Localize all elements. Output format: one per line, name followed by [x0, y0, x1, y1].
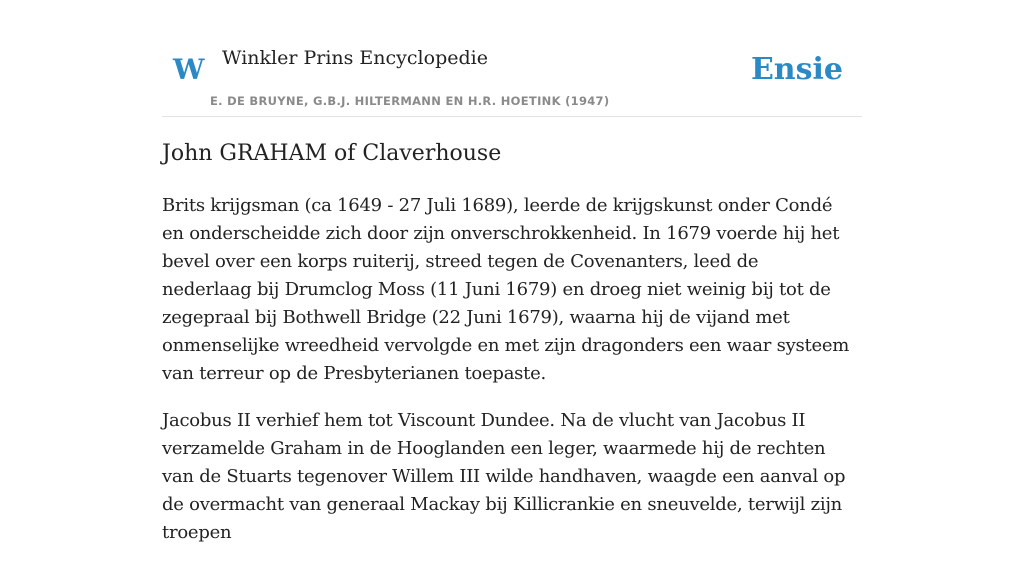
- article-title: John GRAHAM of Claverhouse: [162, 141, 502, 166]
- article-paragraph-1: Brits krijgsman (ca 1649 - 27 Juli 1689), leerde de krijgskunst onder Condé en onderscheidde zich door zijn onverschrokkenheid. In 1679 voerde hij het bevel over een korps ruiterij, streed tegen de Covenanters, leed de nederlaag bij Drumclog Moss (11 Juni 1679) en droeg niet weinig bij tot de zegepraal bij Bothwell Bridge (22 Juni 1679), waarna hij de vijand met onmenselijke wreedheid vervolgde en met zijn dragonders een waar systeem van terreur op de Presbyterianen toepaste.: [162, 195, 850, 384]
- encyclopedia-title[interactable]: Winkler Prins Encyclopedie: [222, 47, 488, 69]
- encyclopedia-authors: E. DE BRUYNE, G.B.J. HILTERMANN EN H.R. HOETINK (1947): [210, 94, 610, 108]
- encyclopedia-logo-w[interactable]: W: [173, 53, 205, 86]
- ensie-logo[interactable]: Ensie: [750, 52, 843, 87]
- article-paragraph-2: Jacobus II verhief hem tot Viscount Dundee. Na de vlucht van Jacobus II verzamelde Graham in de Hooglanden een leger, waarmede hij de rechten van de Stuarts tegenover Willem III wilde handhaven, waagde een aanval op de overmacht van generaal Mackay bij Killicrankie en sneuvelde, terwijl zijn troepen: [162, 410, 846, 543]
- site-header: [162, 0, 862, 117]
- article-body: [162, 192, 852, 566]
